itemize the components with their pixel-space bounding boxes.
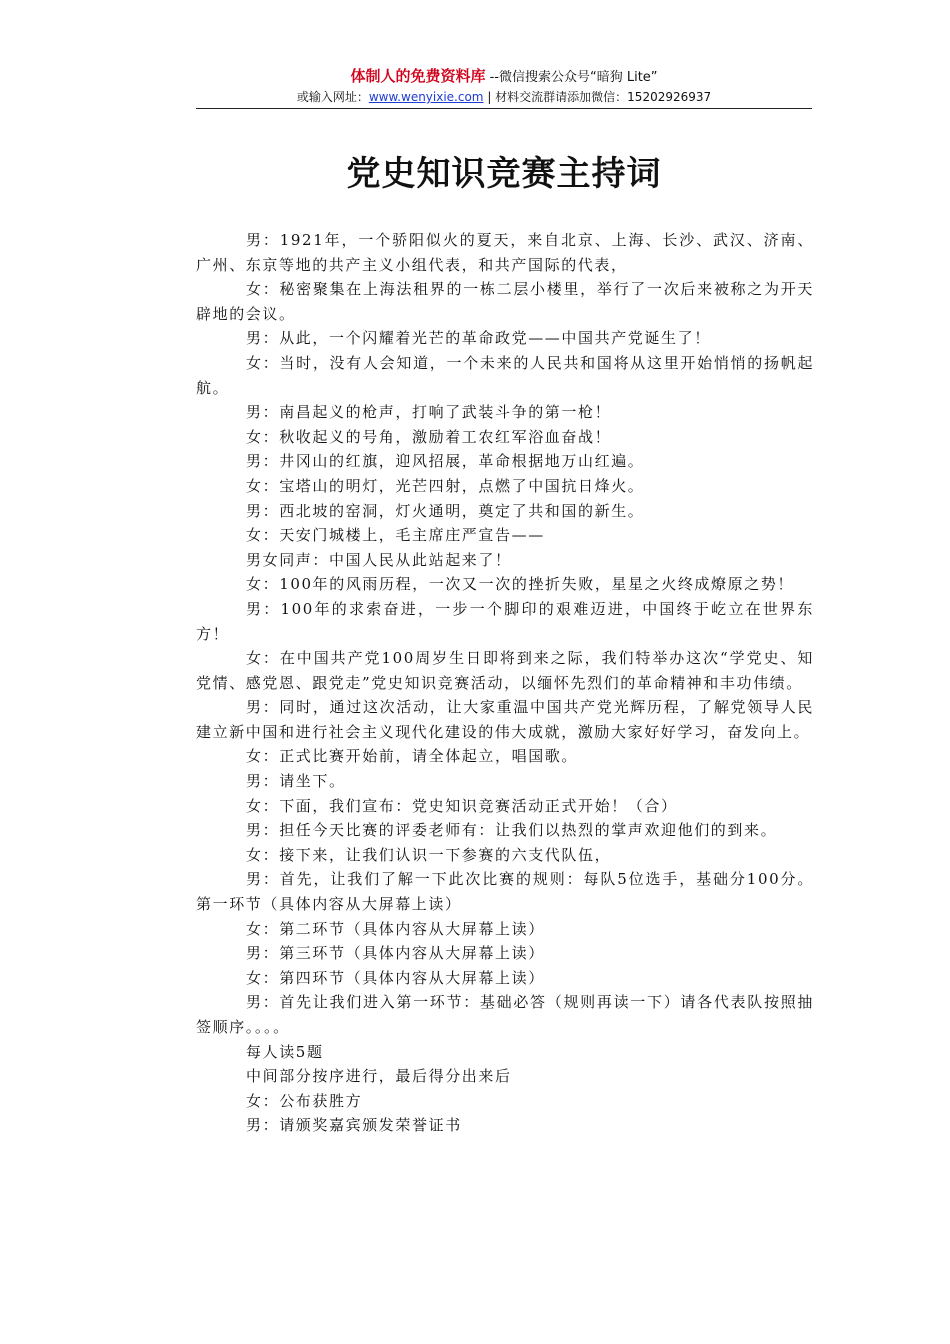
document-title: 党史知识竞赛主持词: [346, 154, 662, 194]
paragraph: 女：当时，没有人会知道，一个未来的人民共和国将从这里开始悄悄的扬帆起航。: [196, 353, 814, 397]
paragraph: 女：第四环节（具体内容从大屏幕上读）: [246, 968, 545, 987]
paragraph: 男：井冈山的红旗，迎风招展，革命根据地万山红遍。: [246, 452, 645, 471]
paragraph: 男：第三环节（具体内容从大屏幕上读）: [246, 944, 545, 963]
brand-name: 体制人的免费资料库: [350, 67, 486, 85]
paragraph: 女：100年的风雨历程，一次又一次的挫折失败，星星之火终成燎原之势！: [246, 575, 795, 594]
paragraph: 男：请颁奖嘉宾颁发荣誉证书: [246, 1116, 462, 1135]
paragraph: 男：首先，让我们了解一下此次比赛的规则：每队5位选手，基础分100分。第一环节（具体内容从大屏幕上读）: [196, 870, 814, 914]
paragraph: 女：天安门城楼上，毛主席庄严宣告——: [246, 526, 545, 545]
paragraph: 中间部分按序进行，最后得分出来后: [246, 1067, 512, 1086]
contact-info: | 材料交流群请添加微信：15202926937: [483, 90, 712, 104]
page-header: [196, 66, 812, 106]
paragraph: 男：1921年，一个骄阳似火的夏天，来自北京、上海、长沙、武汉、济南、广州、东京等地的共产主义小组代表，和共产国际的代表，: [196, 231, 814, 274]
header-line-2: [196, 88, 812, 106]
paragraph: 男：请坐下。: [246, 772, 346, 791]
paragraph: 女：公布获胜方: [246, 1091, 363, 1110]
paragraph: 女：正式比赛开始前，请全体起立，唱国歌。: [246, 747, 579, 766]
header-divider: [196, 108, 812, 109]
paragraph: 女：接下来，让我们认识一下参赛的六支代队伍，: [246, 845, 612, 864]
header-line-1: [196, 66, 812, 88]
paragraph: 每人读5题: [246, 1042, 324, 1061]
paragraph: 男：西北坡的窑洞，灯火通明，奠定了共和国的新生。: [246, 501, 645, 520]
paragraph: 女：秋收起义的号角，激励着工农红军浴血奋战！: [246, 427, 612, 446]
paragraph: 男：同时，通过这次活动，让大家重温中国共产党光辉历程，了解党领导人民建立新中国和进行社会主义现代化建设的伟大成就，激励大家好好学习，奋发向上。: [196, 698, 814, 741]
paragraph: 男女同声：中国人民从此站起来了！: [246, 550, 512, 569]
paragraph: 男：从此，一个闪耀着光芒的革命政党——中国共产党诞生了！: [246, 329, 711, 348]
url-prefix: 或输入网址：: [296, 90, 369, 104]
paragraph: 女：在中国共产党100周岁生日即将到来之际，我们特举办这次“学党史、知党情、感党恩、跟党走”党史知识竞赛活动，以缅怀先烈们的革命精神和丰功伟绩。: [196, 649, 814, 692]
paragraph: 男：首先让我们进入第一环节：基础必答（规则再读一下）请各代表队按照抽签顺序。。。。: [196, 993, 814, 1036]
website-link[interactable]: www.wenyixie.com: [368, 90, 484, 104]
paragraph: 女：宝塔山的明灯，光芒四射，点燃了中国抗日烽火。: [246, 476, 645, 495]
paragraph: 女：第二环节（具体内容从大屏幕上读）: [246, 919, 545, 938]
header-subtitle: --微信搜索公众号“暗狗 Lite”: [485, 70, 658, 85]
paragraph: 女：秘密聚集在上海法租界的一栋二层小楼里，举行了一次后来被称之为开天辟地的会议。: [196, 280, 814, 323]
paragraph: 女：下面，我们宣布：党史知识竞赛活动正式开始！（合）: [246, 796, 678, 815]
document-body: [196, 228, 814, 1138]
paragraph: 男：南昌起义的枪声，打响了武装斗争的第一枪！: [246, 403, 612, 422]
paragraph: 男：100年的求索奋进，一步一个脚印的艰难迈进，中国终于屹立在世界东方！: [196, 599, 814, 643]
paragraph: 男：担任今天比赛的评委老师有：让我们以热烈的掌声欢迎他们的到来。: [246, 821, 778, 840]
